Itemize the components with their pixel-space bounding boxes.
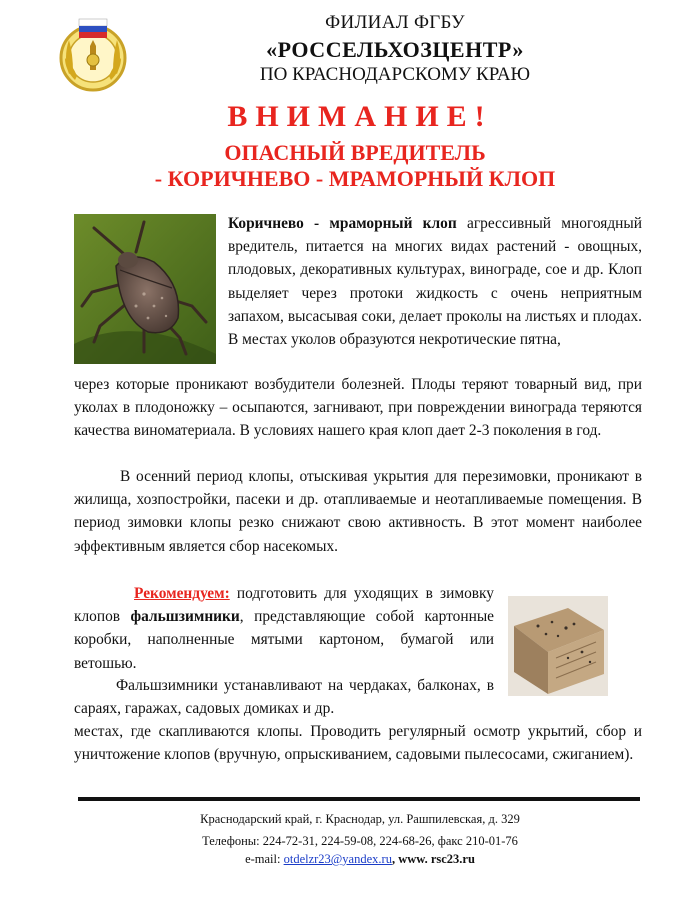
stink-bug-photo xyxy=(74,214,216,364)
org-name: «РОССЕЛЬХОЗЦЕНТР» xyxy=(266,37,524,62)
org-line-3: ПО КРАСНОДАРСКОМУ КРАЮ xyxy=(259,64,531,85)
email-label: e-mail: xyxy=(245,852,284,866)
intro-text: агрессивный многоядный вредитель, питается на многих видах растений - овощных, плодовых, декоративных культурах, винограде, сое и др. Клоп выделяет через протоки жидкость с очень неприятным запахом, высасывая соки, делает проколы на листьях и плодах. В местах уколов образуются некротические пятна, xyxy=(228,215,642,349)
placement-paragraph-continued: местах, где скапливаются клопы. Проводить регулярный осмотр укрытий, сбор и уничтожение клопов (вручную, опрыскиванием, садовыми пылесосами, сжиганием). xyxy=(74,723,642,764)
organization-logo xyxy=(57,14,129,94)
recommendation-paragraph xyxy=(74,582,494,675)
website-text[interactable]: , www. rsc23.ru xyxy=(391,852,475,866)
subtitle-1: ОПАСНЫЙ ВРЕДИТЕЛЬ xyxy=(224,140,486,165)
cardboard-box-photo xyxy=(508,596,608,696)
org-line-1: ФИЛИАЛ ФГБУ xyxy=(325,12,465,33)
intro-paragraph xyxy=(228,212,642,351)
footer-phones: Телефоны: 224-72-31, 224-59-08, 224-68-26, факс 210-01-76 xyxy=(202,834,518,848)
footer-address: Краснодарский край, г. Краснодар, ул. Рашпилевская, д. 329 xyxy=(200,812,520,826)
footer-contacts xyxy=(150,852,570,867)
recommendation-label: Рекомендуем: xyxy=(134,585,230,602)
recommendation-text-2: , представляющие собой картонные коробки, наполненные мятыми картоном, бумагой или ветошью. xyxy=(74,608,494,672)
bug-name-lead: Коричнево - мраморный клоп xyxy=(228,215,457,232)
recommendation-text-1: подготовить для уходящих в зимовку клопов xyxy=(74,585,494,626)
subtitle-2: - КОРИЧНЕВО - МРАМОРНЫЙ КЛОП xyxy=(154,166,556,191)
footer-divider xyxy=(78,797,640,801)
placement-paragraph: Фальшзимники устанавливают на чердаках, балконах, в сараях, гаражах, садовых домиках и др. xyxy=(74,677,494,718)
email-link[interactable]: otdelzr23@yandex.ru xyxy=(283,852,392,866)
fake-hibernacula-term: фальшзимники xyxy=(130,608,240,626)
autumn-paragraph: В осенний период клопы, отыскивая укрытия для перезимовки, проникают в жилища, хозпостройки, пасеки и др. отапливаемые и неотапливаемые помещения. В период зимовки клопы резко снижают свою активность. В этот момент наиболее эффективным является сбор насекомых. xyxy=(74,468,642,555)
warning-title: ВНИМАНИЕ! xyxy=(227,100,493,133)
intro-paragraph-continued: через которые проникают возбудители болезней. Плоды теряют товарный вид, при уколах в плодоножку – осыпаются, загнивают, при повреждении винограда теряются качества виноматериала. В условиях нашего края клоп дает 2-3 поколения в год. xyxy=(74,376,642,440)
